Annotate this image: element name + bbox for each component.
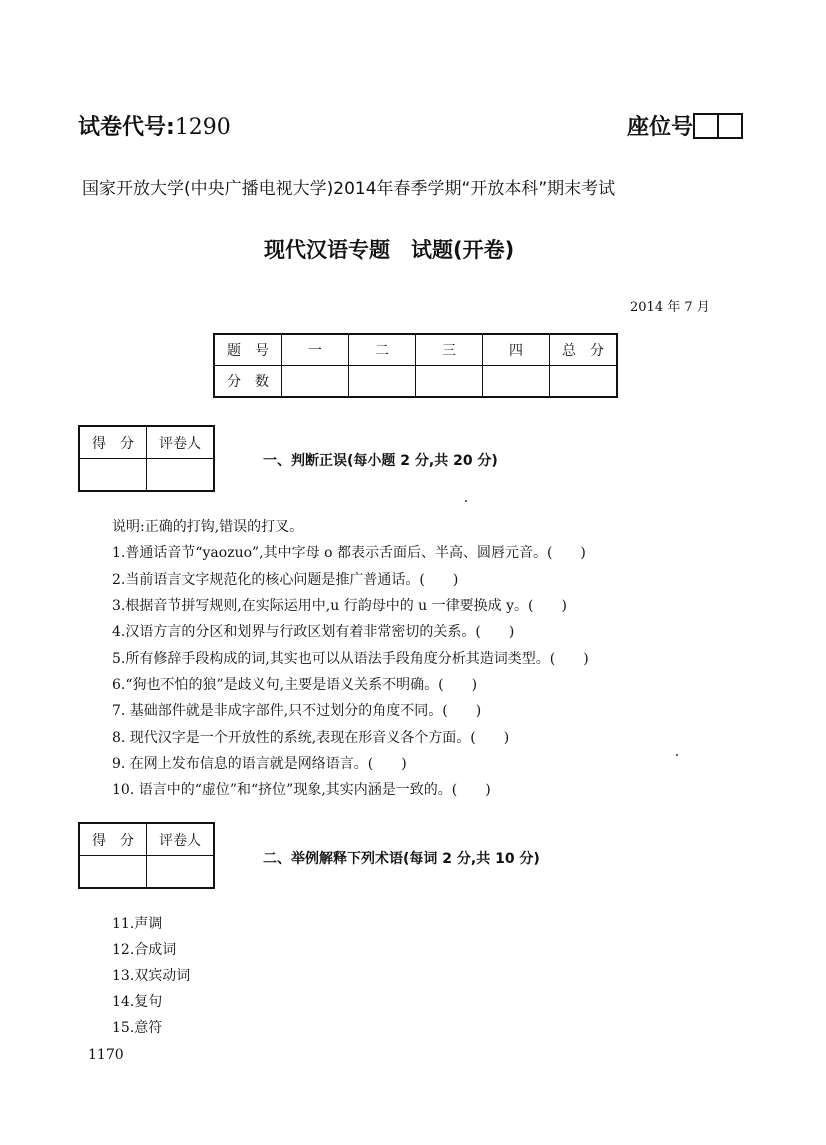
subject-title: 现代汉语专题 试题(开卷) (264, 238, 515, 262)
seat-number (627, 110, 743, 141)
score-table-header-row (214, 334, 617, 366)
question-item: 3.根据音节拼写规则,在实际运用中,u 行韵母中的 u 一律要换成 y。( ) (112, 598, 567, 614)
question-item: 9. 在网上发布信息的语言就是网络语言。( ) (112, 756, 407, 772)
grader-box (78, 425, 215, 492)
question-item: 4.汉语方言的分区和划界与行政区划有着非常密切的关系。( ) (112, 624, 515, 640)
grader-name-cell (147, 459, 215, 492)
scan-dot (676, 754, 678, 756)
page-number: 1170 (88, 1047, 124, 1063)
exam-date: 2014 年 7 月 (630, 300, 710, 315)
grader-score-cell (79, 856, 147, 889)
grader-score-label: 得 分 (79, 823, 147, 856)
question-item: 8. 现代汉字是一个开放性的系统,表现在形音义各个方面。( ) (112, 730, 510, 746)
section1-note: 说明:正确的打钩,错误的打叉。 (112, 519, 304, 535)
score-table (213, 333, 618, 398)
question-item: 10. 语言中的“虚位”和“挤位”现象,其实内涵是一致的。( ) (112, 782, 491, 798)
score-input-cell (349, 366, 416, 398)
university-title: 国家开放大学(中央广播电视大学)2014年春季学期“开放本科”期末考试 (82, 179, 616, 199)
score-table-cell: 二 (349, 334, 416, 366)
grader-name-label: 评卷人 (147, 823, 215, 856)
score-table-cell: 题 号 (214, 334, 282, 366)
term-item: 11.声调 (112, 916, 163, 932)
scan-dot (465, 500, 467, 502)
exam-code (78, 110, 231, 141)
section1-heading: 一、判断正误(每小题 2 分,共 20 分) (263, 453, 498, 469)
term-item: 14.复句 (112, 994, 163, 1010)
score-input-cell (483, 366, 550, 398)
term-item: 12.合成词 (112, 942, 177, 958)
question-item: 5.所有修辞手段构成的词,其实也可以从语法手段角度分析其造词类型。( ) (112, 651, 589, 667)
score-table-cell: 一 (282, 334, 349, 366)
seat-label: 座位号 (627, 115, 694, 140)
grader-box (78, 822, 215, 889)
score-table-cell: 分 数 (214, 366, 282, 398)
score-input-cell (550, 366, 618, 398)
grader-score-cell (79, 459, 147, 492)
score-input-cell (416, 366, 483, 398)
question-item: 7. 基础部件就是非成字部件,只不过划分的角度不同。( ) (112, 703, 482, 719)
score-table-score-row (214, 366, 617, 398)
score-table-cell: 总 分 (550, 334, 618, 366)
question-item: 2.当前语言文字规范化的核心问题是推广普通话。( ) (112, 572, 459, 588)
term-item: 15.意符 (112, 1020, 163, 1036)
seat-box (717, 113, 743, 139)
term-item: 13.双宾动词 (112, 968, 191, 984)
grader-name-label: 评卷人 (147, 426, 215, 459)
score-table-cell: 三 (416, 334, 483, 366)
exam-code-number: 1290 (174, 115, 231, 140)
exam-code-label: 试卷代号: (78, 115, 175, 140)
question-item: 1.普通话音节“yaozuo”,其中字母 o 都表示舌面后、半高、圆唇元音。( ) (112, 545, 586, 561)
score-table-cell: 四 (483, 334, 550, 366)
seat-boxes (695, 113, 743, 139)
score-input-cell (282, 366, 349, 398)
grader-name-cell (147, 856, 215, 889)
grader-score-label: 得 分 (79, 426, 147, 459)
seat-box (693, 113, 719, 139)
question-item: 6.“狗也不怕的狼”是歧义句,主要是语义关系不明确。( ) (112, 677, 478, 693)
section2-heading: 二、举例解释下列术语(每词 2 分,共 10 分) (263, 851, 540, 867)
